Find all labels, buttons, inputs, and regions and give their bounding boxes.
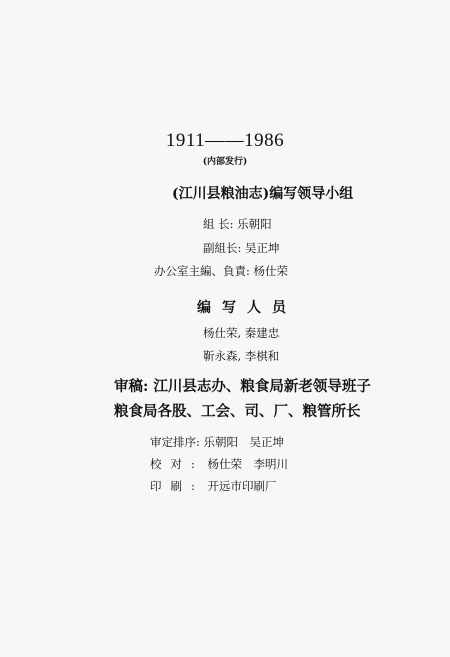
- approval-label: 审定排序:: [150, 435, 200, 449]
- deputy-leader-line: 副組长: 吴正坤: [203, 241, 280, 255]
- office-editor-line: 办公室主編、負責: 杨仕荣: [154, 264, 289, 278]
- staff-names-line-2: 靳永森, 李棋和: [203, 349, 280, 363]
- year-range-title: 1911——1986: [165, 130, 285, 151]
- proofread-label: 校对:: [150, 457, 204, 471]
- internal-circulation-note: (内部发行): [202, 157, 248, 167]
- group-leader-line: 組 长: 乐朝阳: [203, 217, 272, 231]
- approval-credit: [150, 437, 284, 449]
- print-label: 印刷:: [150, 479, 204, 493]
- print-credit: [150, 481, 277, 493]
- review-line-1: 审稿: 江川县志办、粮食局新老领导班子: [114, 378, 371, 395]
- staff-names-line-1: 杨仕荣, 秦建忠: [203, 326, 280, 340]
- proofread-credit: [150, 459, 288, 471]
- review-line-2: 粮食局各股、工会、司、厂、粮管所长: [114, 403, 361, 420]
- approval-names: 乐朝阳 吴正坤: [203, 435, 285, 449]
- leadership-group-title: (江川县粮油志)编写领导小组: [172, 186, 354, 202]
- staff-heading: 编写人员: [197, 300, 297, 316]
- print-names: 开远市印刷厂: [207, 479, 277, 493]
- proofread-names: 杨仕荣 李明川: [207, 457, 289, 471]
